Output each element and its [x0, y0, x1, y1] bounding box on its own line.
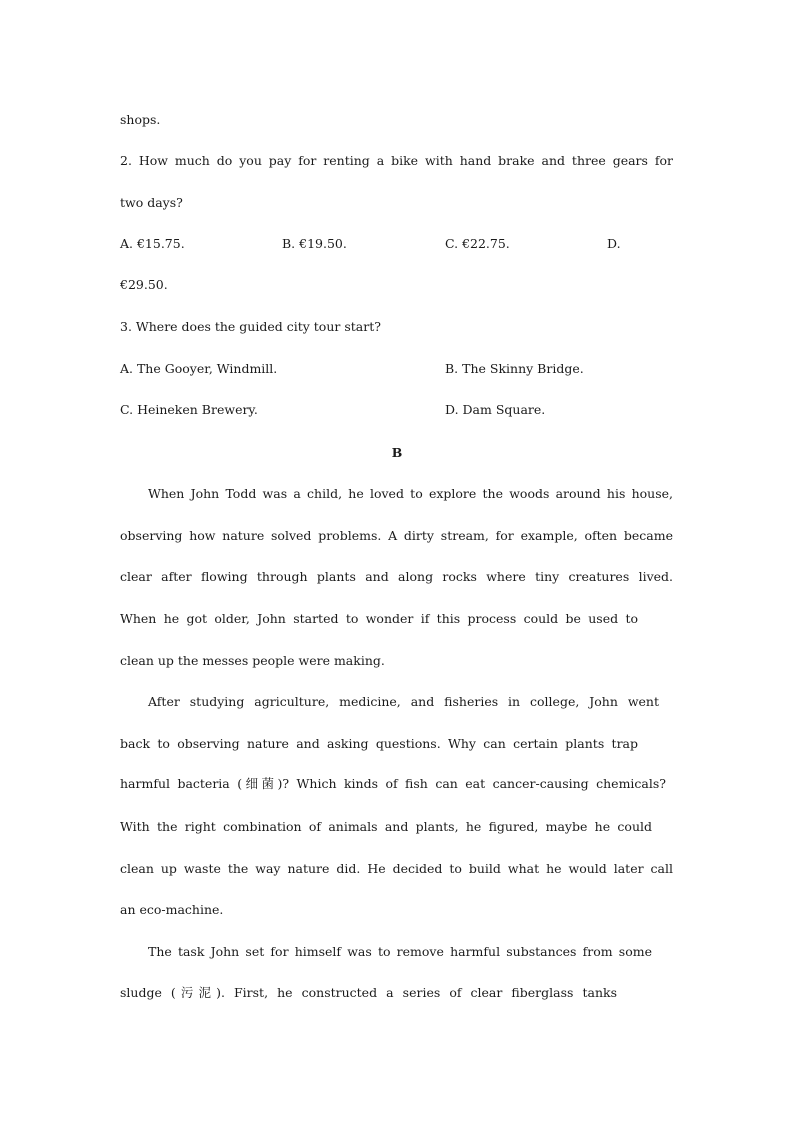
q3-option-b: B. The Skinny Bridge.: [445, 361, 584, 376]
p2-line-3: harmful bacteria (细菌)? Which kinds of fish can eat cancer-causing chemicals?: [120, 776, 666, 791]
q2-option-a: A. €15.75.: [120, 236, 185, 251]
q2-option-c: C. €22.75.: [445, 236, 510, 251]
p2-line-1: After studying agriculture, medicine, and fisheries in college, John went: [148, 694, 659, 709]
p1-line-2: observing how nature solved problems. A dirty stream, for example, often became: [120, 528, 673, 543]
p2-line-6: an eco-machine.: [120, 902, 224, 917]
p2-line-4: With the right combination of animals and plants, he figured, maybe he could: [120, 819, 652, 834]
section-b-title: B: [391, 445, 403, 460]
p2-line-2: back to observing nature and asking questions. Why can certain plants trap: [120, 736, 638, 751]
p1-line-4: When he got older, John started to wonder if this process could be used to: [120, 611, 638, 626]
q3-option-c: C. Heineken Brewery.: [120, 402, 258, 417]
p3-line-2: sludge (污泥). First, he constructed a series of clear fiberglass tanks: [120, 985, 617, 1000]
q3-option-d: D. Dam Square.: [445, 402, 546, 417]
q3-question: 3. Where does the guided city tour start?: [120, 319, 381, 334]
q1-tail-text: shops.: [120, 112, 161, 127]
p1-line-1: When John Todd was a child, he loved to explore the woods around his house,: [148, 486, 673, 501]
q2-option-b: B. €19.50.: [282, 236, 347, 251]
q2-question-line-2: two days?: [120, 195, 183, 210]
p1-line-3: clear after flowing through plants and along rocks where tiny creatures lived.: [120, 569, 673, 584]
p3-line-1: The task John set for himself was to remove harmful substances from some: [148, 944, 652, 959]
q2-question-line-1: 2. How much do you pay for renting a bike with hand brake and three gears for: [120, 153, 673, 168]
q2-option-d-value: €29.50.: [120, 277, 168, 292]
p2-line-5: clean up waste the way nature did. He decided to build what he would later call: [120, 861, 673, 876]
p1-line-5: clean up the messes people were making.: [120, 653, 385, 668]
q3-option-a: A. The Gooyer, Windmill.: [120, 361, 278, 376]
q2-option-d-label: D.: [607, 236, 621, 251]
